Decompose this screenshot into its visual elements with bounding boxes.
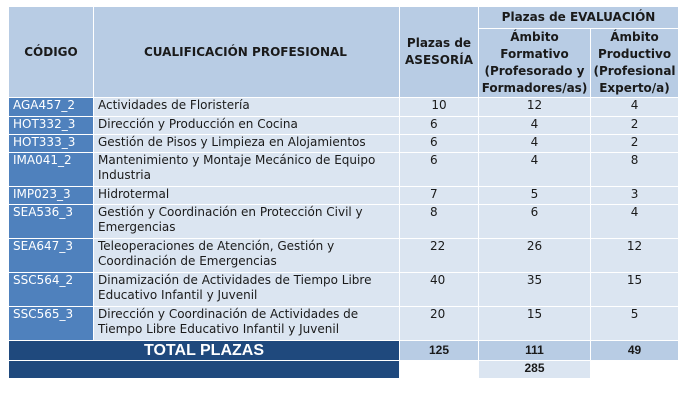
row-code: SEA536_3 [9,205,94,239]
grand-total-spacer-2 [400,361,479,379]
row-asesoria: 10 [400,98,479,117]
row-formativo: 4 [479,153,591,187]
row-code: SEA647_3 [9,239,94,273]
row-formativo: 4 [479,135,591,153]
total-productivo: 49 [591,341,679,361]
table-row [9,117,679,135]
row-asesoria: 8 [400,205,479,239]
row-name: Gestión y Coordinación en Protección Civil y Emergencias [94,205,400,239]
row-asesoria: 20 [400,307,479,341]
row-formativo: 35 [479,273,591,307]
total-asesoria: 125 [400,341,479,361]
row-name: Dirección y Coordinación de Actividades de Tiempo Libre Educativo Infantil y Juvenil [94,307,400,341]
row-code: SSC564_2 [9,273,94,307]
row-name: Mantenimiento y Montaje Mecánico de Equipo Industria [94,153,400,187]
row-productivo: 8 [591,153,679,187]
row-code: IMP023_3 [9,187,94,205]
row-formativo: 12 [479,98,591,117]
header-asesoria: Plazas de ASESORÍA [400,7,479,98]
header-ambito-formativo: Ámbito Formativo (Profesorado y Formadores/as) [479,29,591,98]
row-productivo: 2 [591,135,679,153]
grand-total-row [9,361,679,379]
row-formativo: 6 [479,205,591,239]
row-name: Dinamización de Actividades de Tiempo Libre Educativo Infantil y Juvenil [94,273,400,307]
table-row [9,273,679,307]
row-asesoria: 22 [400,239,479,273]
row-productivo: 2 [591,117,679,135]
row-code: HOT333_3 [9,135,94,153]
row-name: Teleoperaciones de Atención, Gestión y Coordinación de Emergencias [94,239,400,273]
row-formativo: 5 [479,187,591,205]
row-asesoria: 7 [400,187,479,205]
row-formativo: 15 [479,307,591,341]
table-row [9,307,679,341]
table-row [9,239,679,273]
header-evaluacion: Plazas de EVALUACIÓN [479,7,679,29]
row-code: HOT332_3 [9,117,94,135]
table-row [9,187,679,205]
row-productivo: 12 [591,239,679,273]
row-asesoria: 6 [400,117,479,135]
row-code: SSC565_3 [9,307,94,341]
row-asesoria: 6 [400,135,479,153]
row-productivo: 15 [591,273,679,307]
row-productivo: 3 [591,187,679,205]
grand-total-spacer [9,361,400,379]
row-name: Actividades de Floristería [94,98,400,117]
row-asesoria: 6 [400,153,479,187]
grand-total: 285 [479,361,591,379]
header-codigo: CÓDIGO [9,7,94,98]
row-productivo: 4 [591,98,679,117]
row-asesoria: 40 [400,273,479,307]
table-row [9,135,679,153]
grand-total-spacer-3 [591,361,679,379]
total-row [9,341,679,361]
row-name: Hidrotermal [94,187,400,205]
row-code: AGA457_2 [9,98,94,117]
row-formativo: 4 [479,117,591,135]
row-code: IMA041_2 [9,153,94,187]
table-row [9,98,679,117]
row-formativo: 26 [479,239,591,273]
row-productivo: 4 [591,205,679,239]
row-name: Dirección y Producción en Cocina [94,117,400,135]
total-formativo: 111 [479,341,591,361]
header-ambito-productivo: Ámbito Productivo (Profesional Experto/a) [591,29,679,98]
header-cualificacion: CUALIFICACIÓN PROFESIONAL [94,7,400,98]
table-row [9,205,679,239]
row-name: Gestión de Pisos y Limpieza en Alojamientos [94,135,400,153]
row-productivo: 5 [591,307,679,341]
plazas-table [8,6,679,379]
table-row [9,153,679,187]
total-label: TOTAL PLAZAS [9,341,400,361]
